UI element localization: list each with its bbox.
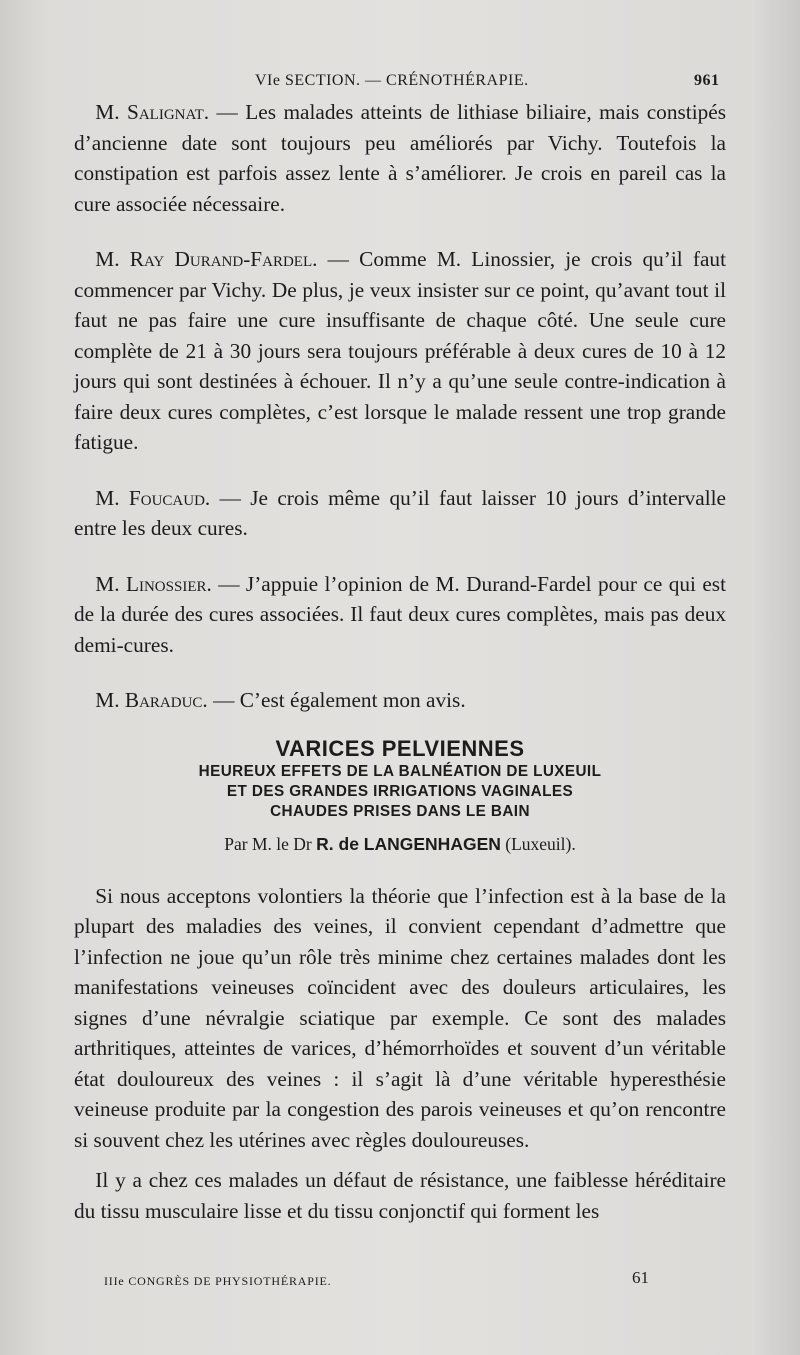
discussion-paragraph <box>74 97 726 219</box>
article-paragraph: Si nous acceptons volontiers la théorie que l’infection est à la base de la plupart des maladies des veines, il convient cependant d’admettre que l’infection ne joue qu’un rôle très minime chez certaines malades dont les manifestations veineuses coïncident avec des douleurs articulaires, les signes d’une névralgie sciatique par exemple. Ce sont des malades arthritiques, atteintes de varices, d’hémorrhoïdes et souvent d’un véritable état douloureux des veines : il s’agit là d’une véritable hyperesthésie veineuse produite par la congestion des parois veineuses et qu’on rencontre si souvent chez les utérines avec règles douloureuses. <box>74 883 726 1152</box>
article-subtitle-line: ET DES GRANDES IRRIGATIONS VAGINALES <box>226 782 574 800</box>
discussion-paragraph <box>74 244 726 458</box>
discussion-paragraph <box>74 483 726 544</box>
speaker-name: M. Salignat. <box>95 100 210 124</box>
header-title: VIe SECTION. — CRÉNOTHÉRAPIE. <box>255 72 529 89</box>
byline-suffix: (Luxeuil). <box>500 833 576 854</box>
discussion-paragraph <box>74 569 726 661</box>
speaker-name: M. Baraduc. <box>95 688 208 712</box>
speaker-name: M. Linossier. <box>95 571 212 596</box>
byline <box>74 832 726 856</box>
article-subtitle-line: CHAUDES PRISES DANS LE BAIN <box>270 802 530 820</box>
speaker-name: M. Foucaud. <box>95 485 211 510</box>
discussion-paragraph <box>74 685 726 716</box>
page-number: 961 <box>694 72 720 89</box>
byline-prefix: Par M. le Dr <box>224 833 317 854</box>
paragraph-text: — Comme M. Linossier, je crois qu’il faut commencer par Vichy. De plus, je veux insister sur ce point, qu’avant tout il faut ne pas faire une cure insuffisante de chaque côté. Une seule cure complète de 21 à 30 jours sera toujours préférable à deux cures de 10 à 12 jours qui sont destinées à échouer. Il n’y a qu’une seule contre-indication à faire deux cures complètes, c’est lorsque le malade ressent une trop grande fatigue. <box>74 247 726 454</box>
article-subtitle-line: HEUREUX EFFETS DE LA BALNÉATION DE LUXEUIL <box>198 762 602 780</box>
paragraph-text: — Les malades atteints de lithiase biliaire, mais constipés d’ancienne date sont toujours peu améliorés par Vichy. Toutefois la constipation est parfois assez lente à s’améliorer. Je crois en pareil cas la cure associée nécessaire. <box>74 100 726 216</box>
paragraph-text: — Je crois même qu’il faut laisser 10 jours d’intervalle entre les deux cures. <box>74 485 727 540</box>
page-body <box>74 97 726 1226</box>
byline-author: R. de LANGENHAGEN <box>316 833 501 854</box>
paragraph-text: — J’appuie l’opinion de M. Durand-Fardel pour ce qui est de la durée des cures associées. Il faut deux cures complètes, mais pas deux demi-cures. <box>74 571 726 657</box>
paragraph-text: — C’est également mon avis. <box>207 688 466 712</box>
article-paragraph: Il y a chez ces malades un défaut de résistance, une faiblesse héréditaire du tissu musculaire lisse et du tissu conjonctif qui forment les <box>74 1168 726 1223</box>
speaker-name: M. Ray Durand-Fardel. <box>95 247 318 271</box>
footer-signature-number: 61 <box>632 1268 649 1287</box>
footer-congress: IIIe CONGRÈS DE PHYSIOTHÉRAPIE. <box>104 1274 332 1288</box>
article-title: VARICES PELVIENNES <box>275 735 525 761</box>
